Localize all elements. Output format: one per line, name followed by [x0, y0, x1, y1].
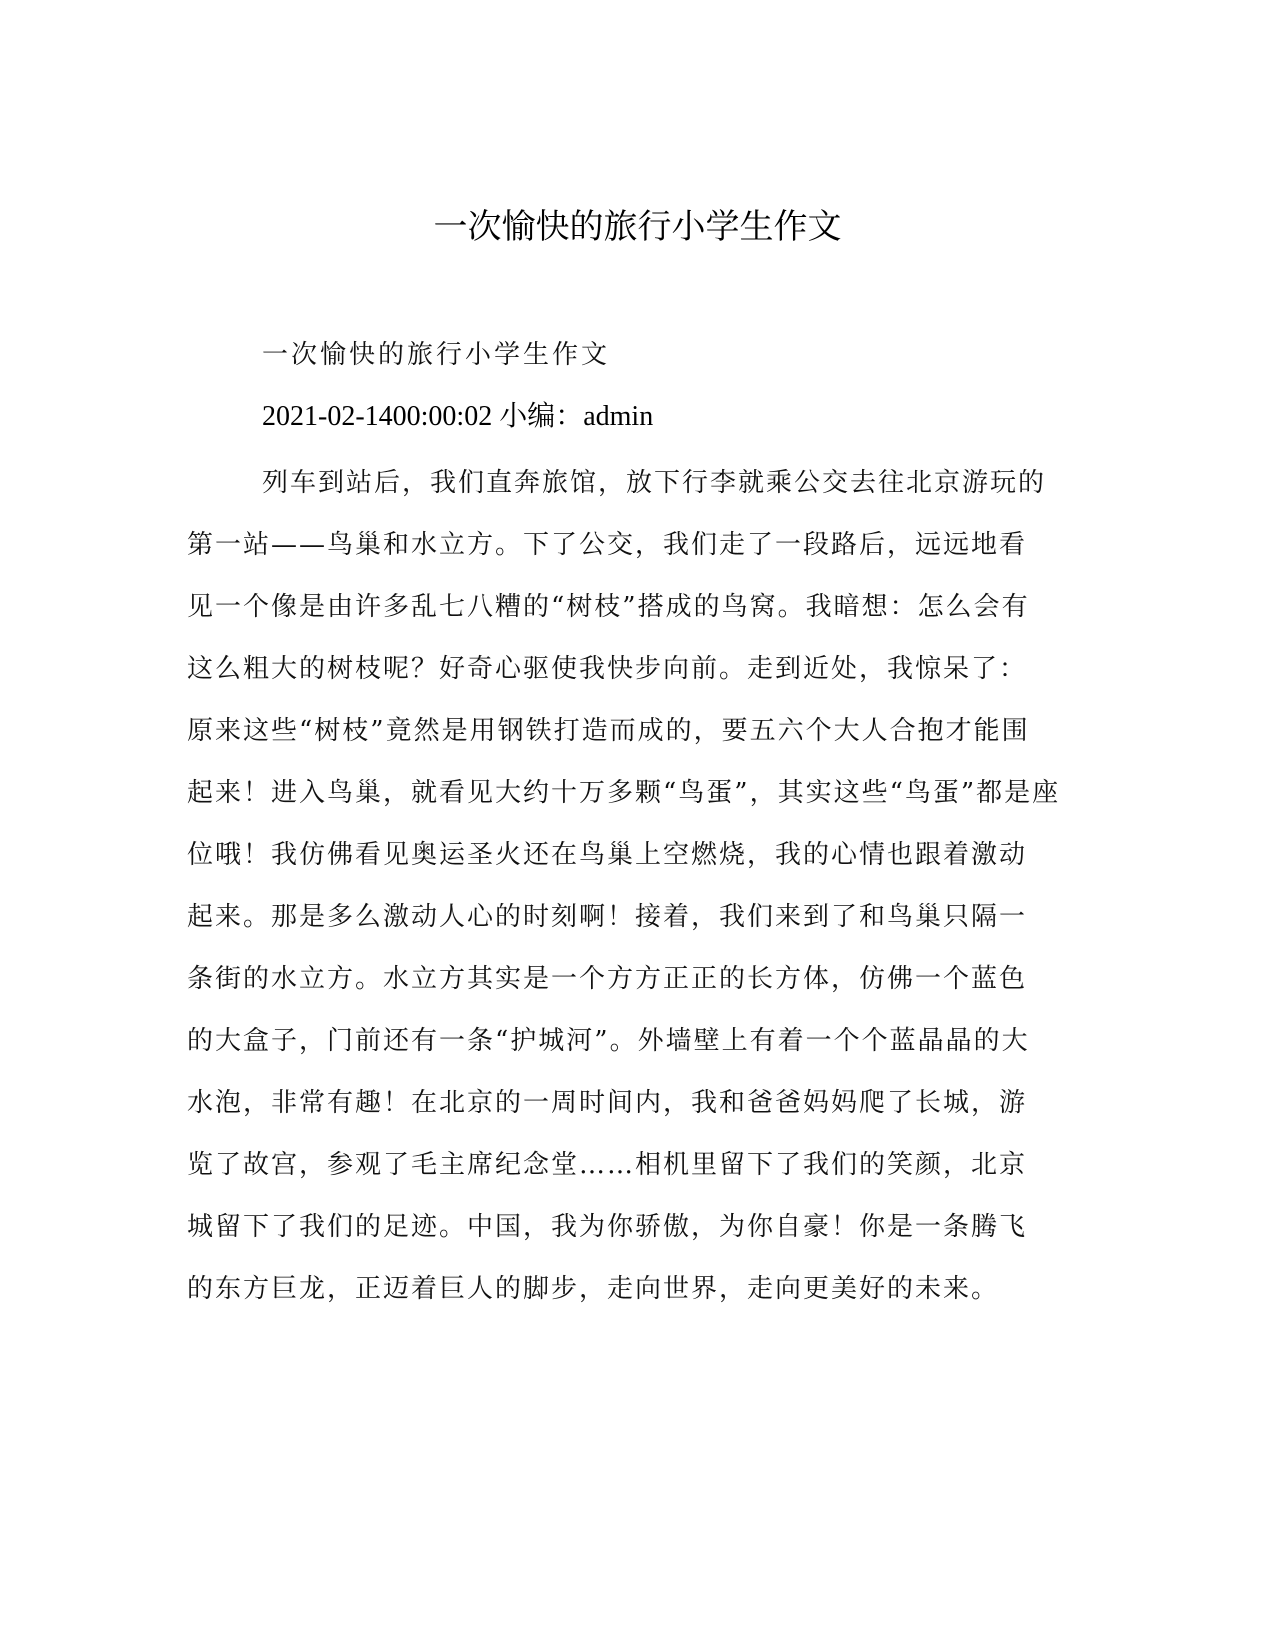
body-line: 的东方巨龙，正迈着巨人的脚步，走向世界，走向更美好的未来。 [187, 1274, 1000, 1304]
body-line: 见一个像是由许多乱七八糟的“树枝”搭成的鸟窝。我暗想：怎么会有 [187, 592, 1030, 622]
document-title: 一次愉快的旅行小学生作文 [433, 207, 842, 247]
body-line: 的大盒子，门前还有一条“护城河”。外墙壁上有着一个个蓝晶晶的大 [187, 1026, 1030, 1056]
body-line: 第一站——鸟巢和水立方。下了公交，我们走了一段路后，远远地看 [187, 530, 1028, 560]
body-line: 位哦！我仿佛看见奥运圣火还在鸟巢上空燃烧，我的心情也跟着激动 [187, 840, 1028, 870]
body-line: 起来。那是多么激动人心的时刻啊！接着，我们来到了和鸟巢只隔一 [187, 902, 1028, 932]
article-meta: 2021-02-1400:00:02 小编：admin [262, 401, 654, 432]
body-line: 起来！进入鸟巢，就看见大约十万多颗“鸟蛋”，其实这些“鸟蛋”都是座 [187, 778, 1061, 808]
body-line: 原来这些“树枝”竟然是用钢铁打造而成的，要五六个大人合抱才能围 [187, 716, 1030, 746]
body-line: 城留下了我们的足迹。中国，我为你骄傲，为你自豪！你是一条腾飞 [187, 1212, 1028, 1242]
article-body [187, 452, 1087, 1320]
body-line: 水泡，非常有趣！在北京的一周时间内，我和爸爸妈妈爬了长城，游 [187, 1088, 1028, 1118]
article-subtitle: 一次愉快的旅行小学生作文 [262, 340, 611, 370]
body-line: 列车到站后，我们直奔旅馆，放下行李就乘公交去往北京游玩的 [262, 468, 1047, 498]
body-line: 览了故宫，参观了毛主席纪念堂……相机里留下了我们的笑颜，北京 [187, 1150, 1028, 1180]
body-line: 这么粗大的树枝呢？好奇心驱使我快步向前。走到近处，我惊呆了： [187, 654, 1028, 684]
body-line: 条街的水立方。水立方其实是一个方方正正的长方体，仿佛一个蓝色 [187, 964, 1028, 994]
